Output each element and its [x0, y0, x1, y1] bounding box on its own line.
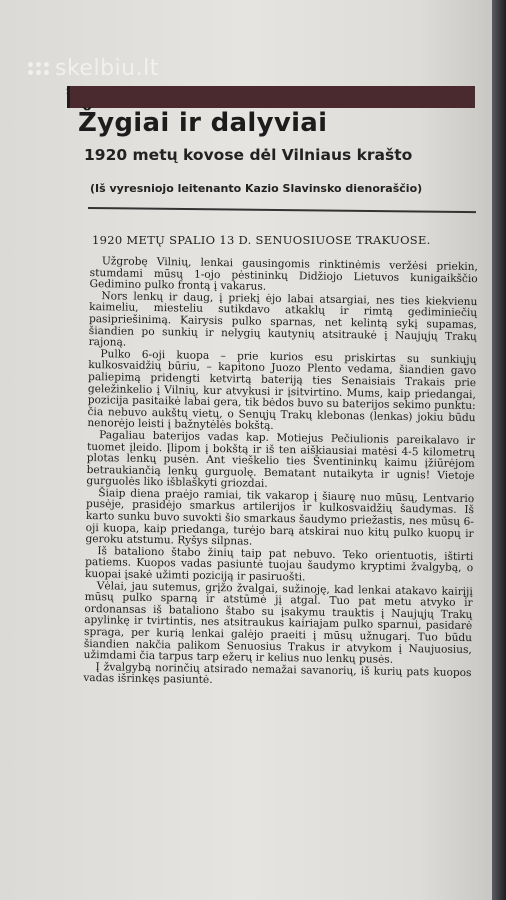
page-title: Žygiai ir dalyviai: [78, 108, 328, 138]
watermark-text: skelbiu.lt: [55, 56, 159, 81]
paragraph: Pulko 6-oji kuopa – prie kurios esu priskirtas su sunkiųjų kulkosvaidžių būriu, – kapitono Juozo Plento vedama, šiandien gavo paliepimą pridengti ketvirtą bateriją ties Senaisiais Trakais prie geležinkelio į Vilnių, kur atvykusi ir įsitvirtino. Mums, kaip priedangai, pozicija pasitaikė labai gera, tik bėdos buvo su baterijos sekimo punktu: čia nebuvo aukštų vietų, o Senųjų Trakų klebonas (lenkas) jokiu būdu nenorėjo leisti į bažnytėlės bokštą.: [87, 347, 477, 433]
page-edge: [492, 0, 506, 900]
paragraph: Į žvalgybą norinčių atsirado nemažai savanorių, iš kurių pats kuopos vadas išrinkęs pasiuntė.: [83, 660, 472, 687]
paragraph: Vėlai, jau sutemus, grįžo žvalgai, sužinoję, kad lenkai atakavo kairįjį mūsų pulko sparną ir atstūmė jį atgal. Tuo pat metu atvyko ir ordonansas iš bataliono štabo su įsakymu trauktis į Naujųjų Trakų apylinkę ir tvirtintis, nes atsitraukus kairiajam pulko sparnui, pasidarė spraga, per kurią lenkai galėjo praeiti į mūsų užnugarį. Tuo būdu šiandien nakčia palikom Senuosius Trakus ir atvykom į Naujuosius, užimdami čia tarpus tarp ežerų ir kelius nuo lenkų pusės.: [83, 579, 473, 666]
paragraph: Pagaliau baterijos vadas kap. Motiejus Pečiulionis pareikalavo ir tuomet įleido. Įlipom į bokštą ir iš ten aiškiausiai matėsi 4-5 kilometrų plotas lenkų pusėn. Ant vieškelio ties Šventininkų kaimu įžiūrėjom betraukiančią lenkų gurguolę. Bematant nutaikyta ir ugnis! Vietoje gurguolės liko išblaškyti griozdai.: [86, 429, 476, 491]
divider: [88, 207, 476, 213]
watermark: [28, 56, 159, 81]
source-note: (Iš vyresniojo leitenanto Kazio Slavinsko dienoraščio): [90, 182, 423, 195]
dateline: 1920 METŲ SPALIO 13 D. SENUOSIUOSE TRAKUOSE.: [92, 233, 431, 247]
header-bar: [70, 86, 475, 108]
paragraph: Šiaip diena praėjo ramiai, tik vakarop į šiaurę nuo mūsų, Lentvario pusėje, prasidėjo smarkus artilerijos ir kulkosvaidžių šaudymas. Iš karto sunku buvo suvokti šio smarkaus šaudymo priežastis, nes mūsų 6-oji kuopa, kaip priedanga, turėjo barą atskirai nuo kitų pulko kuopų ir geroku atstumu. Ryšys silpnas.: [85, 487, 475, 548]
page-subtitle: 1920 metų kovose dėl Vilniaus krašto: [84, 146, 413, 164]
paragraph: Iš bataliono štabo žinių taip pat nebuvo. Teko orientuotis, ištirti patiems. Kuopos vadas pasiuntė tuojau šaudymo kryptimi žvalgybą, o kuopai įsakė užimti poziciją ir pasiruošti.: [84, 544, 474, 584]
paragraph: Užgrobę Vilnių, lenkai gausingomis rinktinėmis veržėsi priekin, stumdami mūsų 1-ojo pėstininkų Didžiojo Lietuvos kunigaikščio Gedimino pulko frontą į vakarus.: [89, 255, 478, 293]
watermark-logo-icon: [28, 62, 49, 75]
body-text: [83, 256, 478, 691]
paragraph: Nors lenkų ir daug, į priekį ėjo labai atsargiai, nes ties kiekvienu kaimeliu, miesteliu sutikdavo atkaklų ir rimtą gediminiečių pasipriešinimą. Kairysis pulko sparnas, net kelintą sykį supamas, šiandien po sunkių ir nelygių kautynių atsitraukė į Naujųjų Trakų rajoną.: [88, 289, 478, 349]
